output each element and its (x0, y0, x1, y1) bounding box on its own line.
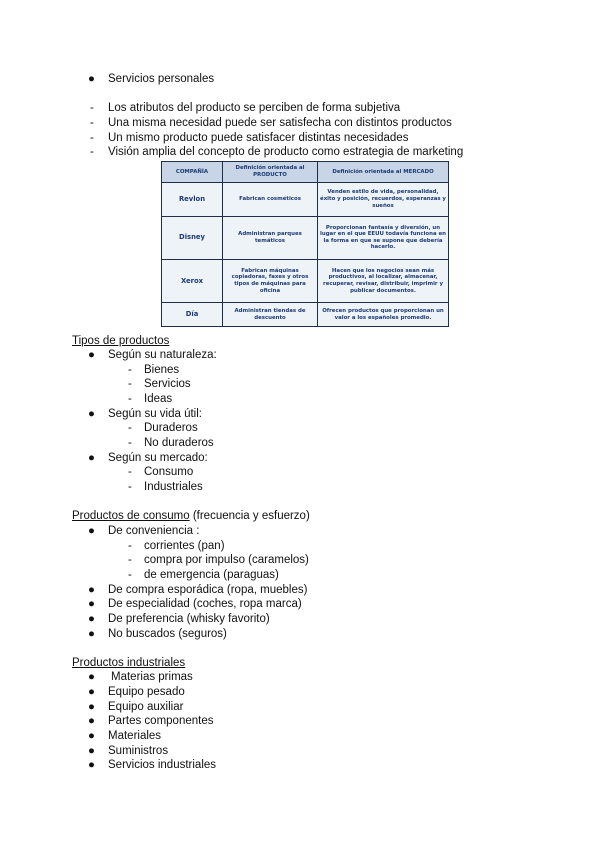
section-heading-title: Productos de consumo (72, 510, 190, 522)
list-item: De compra esporádica (ropa, muebles) (108, 584, 308, 596)
table-header: COMPAÑÍA (162, 162, 223, 183)
bullet-marker: ● (88, 671, 95, 683)
dash-marker: - (90, 117, 94, 129)
list-item: Partes componentes (108, 715, 214, 727)
bullet-marker: ● (88, 584, 95, 596)
dash-marker: - (128, 393, 132, 405)
table-cell-market: Venden estilo de vida, personalidad, éxito y posición, recuerdos, esperanzas y sueños (318, 183, 449, 217)
table-row (162, 216, 449, 259)
list-item: No duraderos (144, 437, 214, 449)
dash-marker: - (128, 481, 132, 493)
list-item: Servicios personales (108, 73, 215, 85)
dash-marker: - (128, 422, 132, 434)
dash-marker: - (90, 102, 94, 114)
dash-marker: - (128, 569, 132, 581)
list-item: Una misma necesidad puede ser satisfecha con distintos productos (108, 117, 452, 129)
list-item: Los atributos del producto se perciben de forma subjetiva (108, 102, 401, 114)
bullet-marker: ● (88, 73, 95, 85)
table-cell-company: Disney (162, 216, 223, 259)
table-row (162, 183, 449, 217)
list-item: Suministros (108, 745, 169, 757)
table-cell-market: Proporcionan fantasía y diversión, un lugar en el que EEUU todavía funciona en la forma en que se supone que debería hacerlo. (318, 216, 449, 259)
bullet-marker: ● (88, 598, 95, 610)
dash-marker: - (128, 554, 132, 566)
list-item: Bienes (144, 364, 180, 376)
table-cell-company: Día (162, 303, 223, 327)
bullet-marker: ● (88, 759, 95, 771)
list-item: Un mismo producto puede satisfacer distintas necesidades (108, 132, 409, 144)
dash-marker: - (128, 378, 132, 390)
list-item: Equipo pesado (108, 686, 185, 698)
list-item: de emergencia (paraguas) (144, 569, 279, 581)
list-item: No buscados (seguros) (108, 628, 227, 640)
table-cell-company: Revlon (162, 183, 223, 217)
list-item: De conveniencia : (108, 525, 200, 537)
list-item: Industriales (144, 481, 203, 493)
table-header: Definición orientada al PRODUCTO (223, 162, 318, 183)
bullet-marker: ● (88, 525, 95, 537)
table-cell-company: Xerox (162, 259, 223, 302)
section-heading: Tipos de productos (72, 335, 170, 347)
section-heading: Productos industriales (72, 657, 186, 669)
bullet-marker: ● (88, 701, 95, 713)
table-header: Definición orientada al MERCADO (318, 162, 449, 183)
table-cell-product: Fabrican cosméticos (223, 183, 318, 217)
list-item: Servicios (144, 378, 191, 390)
bullet-marker: ● (88, 715, 95, 727)
company-definition-table (161, 161, 449, 327)
table-row (162, 303, 449, 327)
list-item: Servicios industriales (108, 759, 217, 771)
bullet-marker: ● (88, 686, 95, 698)
bullet-marker: ● (88, 628, 95, 640)
table-row (162, 259, 449, 302)
table-cell-product: Fabrican máquinas copiadoras, faxes y otros tipos de máquinas para oficina (223, 259, 318, 302)
table-cell-market: Hacen que los negocios sean más productivos, al localizar, almacenar, recuperar, revisar, distribuir, imprimir y publicar documentos. (318, 259, 449, 302)
section-heading-suffix: (frecuencia y esfuerzo) (189, 510, 310, 522)
list-item: Duraderos (144, 422, 198, 434)
list-item: Según su vida útil: (108, 408, 202, 420)
table-cell-product: Administran parques temáticos (223, 216, 318, 259)
list-item: Según su mercado: (108, 452, 208, 464)
list-item: De preferencia (whisky favorito) (108, 613, 270, 625)
list-item: Consumo (144, 466, 194, 478)
bullet-marker: ● (88, 452, 95, 464)
list-item: De especialidad (coches, ropa marca) (108, 598, 302, 610)
bullet-marker: ● (88, 613, 95, 625)
bullet-marker: ● (88, 745, 95, 757)
list-item: Según su naturaleza: (108, 349, 217, 361)
bullet-marker: ● (88, 730, 95, 742)
dash-marker: - (128, 540, 132, 552)
list-item: Equipo auxiliar (108, 701, 184, 713)
dash-marker: - (128, 437, 132, 449)
list-item: Visión amplia del concepto de producto como estrategia de marketing (108, 146, 464, 158)
list-item: Materias primas (111, 671, 193, 683)
bullet-marker: ● (88, 408, 95, 420)
dash-marker: - (90, 146, 94, 158)
dash-marker: - (90, 132, 94, 144)
list-item: compra por impulso (caramelos) (144, 554, 309, 566)
bullet-marker: ● (88, 349, 95, 361)
dash-marker: - (128, 466, 132, 478)
list-item: corrientes (pan) (144, 540, 225, 552)
list-item: Materiales (108, 730, 162, 742)
table-cell-product: Administran tiendas de descuento (223, 303, 318, 327)
list-item: Ideas (144, 393, 173, 405)
dash-marker: - (128, 364, 132, 376)
section-heading (72, 509, 310, 524)
table-cell-market: Ofrecen productos que proporcionan un valor a los españoles promedio. (318, 303, 449, 327)
